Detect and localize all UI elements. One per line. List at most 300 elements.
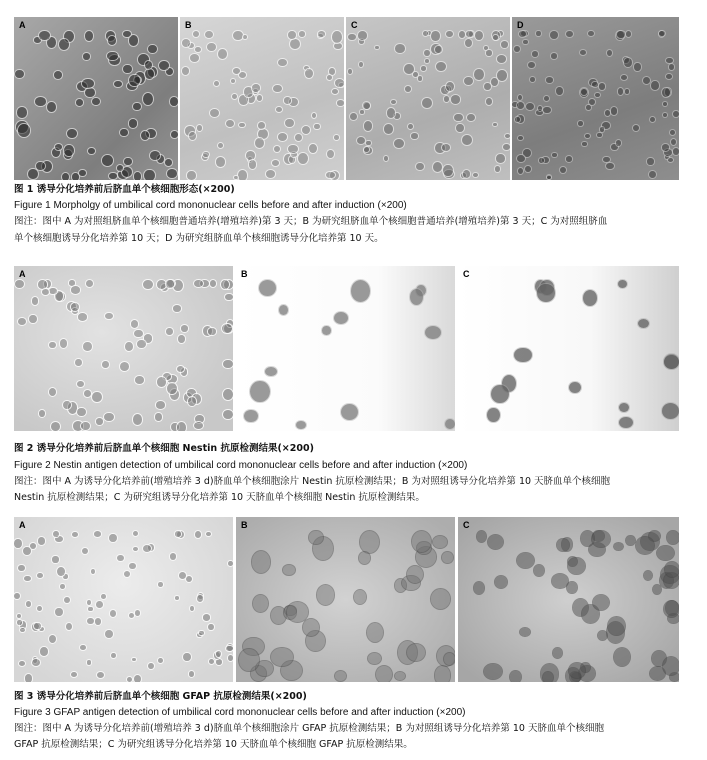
cell-blob (255, 138, 264, 148)
cell-blob (177, 422, 186, 431)
cell-blob (165, 159, 173, 166)
cell-blob (617, 31, 624, 38)
cell-blob (158, 658, 163, 663)
figure-1-panel-b (180, 17, 344, 180)
cell-blob (182, 67, 189, 75)
cell-blob (249, 160, 257, 169)
cell-blob (181, 325, 188, 332)
cell-blob (605, 110, 610, 116)
cell-blob (619, 403, 629, 412)
figure-1-panel-a (14, 17, 178, 180)
cell-blob (586, 105, 591, 111)
cell-blob (625, 89, 629, 93)
cell-blob (497, 70, 507, 81)
cell-blob (105, 630, 113, 638)
cell-blob (553, 648, 562, 658)
cell-blob (143, 280, 153, 289)
cell-blob (273, 85, 282, 92)
cell-blob (395, 44, 405, 53)
cell-blob (284, 97, 292, 104)
cell-blob (543, 107, 550, 113)
cell-blob (566, 156, 572, 161)
cell-blob (197, 125, 202, 131)
cell-blob (259, 280, 276, 296)
cell-blob (64, 145, 74, 157)
cell-blob (29, 315, 36, 324)
cell-blob (474, 69, 484, 80)
cell-blob (144, 170, 154, 180)
cell-blob (173, 305, 181, 311)
cell-blob (216, 157, 225, 167)
cell-blob (662, 403, 679, 419)
cell-blob (474, 582, 485, 594)
cell-blob (19, 661, 25, 666)
cell-blob (246, 151, 255, 160)
cell-blob (195, 47, 201, 52)
cell-blob (649, 171, 656, 178)
cell-blob (125, 342, 134, 351)
cell-blob (665, 562, 679, 577)
cell-blob (569, 663, 585, 678)
figure-2-title-en: Figure 2 Nestin antigen detection of umbilical cord mononuclear cells before and after induction (×200) (14, 460, 468, 471)
cell-blob (327, 150, 334, 158)
cell-blob (96, 418, 104, 425)
panel-letter: C (463, 520, 470, 530)
cell-blob (547, 176, 551, 180)
cell-blob (589, 99, 595, 105)
cell-blob (244, 410, 257, 422)
cell-blob (519, 31, 526, 37)
cell-blob (285, 119, 294, 128)
cell-blob (335, 671, 346, 681)
cell-blob (32, 297, 38, 304)
cell-blob (624, 58, 631, 67)
cell-blob (473, 173, 478, 177)
cell-blob (351, 280, 370, 302)
cell-blob (134, 330, 142, 338)
cell-blob (271, 648, 293, 666)
cell-blob (148, 45, 157, 53)
cell-blob (598, 631, 607, 640)
cell-blob (18, 318, 26, 325)
cell-blob (278, 59, 286, 66)
cell-blob (550, 31, 558, 39)
cell-blob (111, 653, 115, 658)
cell-blob (148, 663, 154, 669)
cell-blob (109, 534, 117, 543)
cell-blob (621, 75, 628, 80)
cell-blob (332, 31, 342, 43)
cell-blob (424, 50, 430, 57)
cell-blob (552, 153, 556, 157)
cell-blob (209, 659, 214, 664)
cell-blob (39, 410, 46, 417)
cell-blob (668, 158, 673, 162)
panel-letter: B (185, 20, 192, 30)
panel-letter: B (241, 269, 248, 279)
cell-blob (80, 645, 86, 650)
cell-blob (15, 70, 23, 78)
cell-blob (171, 131, 178, 138)
cell-blob (348, 69, 352, 74)
cell-blob (431, 589, 450, 608)
cell-blob (303, 619, 319, 636)
cell-blob (600, 127, 605, 132)
cell-blob (295, 134, 302, 141)
cell-blob (104, 413, 114, 422)
cell-blob (456, 124, 463, 132)
cell-blob (197, 595, 204, 602)
cell-blob (302, 126, 310, 134)
panel-letter: A (19, 520, 26, 530)
cell-blob (114, 81, 122, 87)
cell-blob (225, 294, 233, 301)
cell-blob (671, 139, 676, 145)
cell-blob (515, 117, 520, 122)
cell-blob (55, 608, 62, 616)
cell-blob (94, 531, 101, 537)
cell-blob (252, 84, 260, 91)
cell-blob (210, 109, 219, 117)
cell-blob (216, 659, 223, 665)
cell-blob (42, 289, 49, 295)
cell-blob (465, 39, 472, 47)
cell-blob (552, 574, 568, 587)
cell-blob (34, 623, 40, 630)
figure-3-note-line-1: 图注：图中 A 为诱导分化培养前(增殖培养 3 d)脐血单个核细胞涂片 GFAP 抗原检测结果；B 为对照组诱导分化培养第 10 天脐血单个核细胞 (14, 723, 604, 734)
cell-blob (157, 280, 166, 289)
cell-blob (72, 173, 79, 180)
cell-blob (298, 153, 308, 164)
panel-letter: B (241, 520, 248, 530)
cell-blob (109, 173, 116, 180)
figure-1-title-en: Figure 1 Morpholgy of umbilical cord mononuclear cells before and after induction (×200) (14, 200, 407, 211)
cell-blob (226, 646, 233, 652)
cell-blob (54, 71, 62, 79)
cell-blob (334, 43, 341, 49)
cell-blob (312, 113, 317, 118)
cell-blob (619, 417, 633, 428)
cell-blob (593, 595, 610, 611)
cell-blob (327, 75, 332, 80)
cell-blob (102, 361, 108, 368)
cell-blob (170, 97, 178, 106)
cell-blob (82, 548, 88, 554)
cell-blob (364, 147, 369, 152)
cell-blob (203, 152, 209, 157)
cell-blob (81, 422, 90, 430)
cell-blob (77, 408, 85, 416)
cell-blob (47, 102, 56, 113)
cell-blob (96, 601, 103, 608)
cell-blob (451, 95, 461, 104)
cell-blob (186, 576, 192, 582)
cell-blob (265, 367, 277, 377)
cell-blob (167, 169, 177, 178)
cell-blob (14, 593, 20, 599)
figure-3-panel-b (236, 517, 455, 682)
cell-blob (318, 31, 325, 37)
cell-blob (222, 324, 232, 333)
cell-blob (673, 111, 679, 117)
cell-blob (72, 532, 78, 537)
cell-blob (514, 348, 532, 363)
cell-blob (203, 614, 211, 621)
cell-blob (117, 555, 124, 562)
cell-blob (560, 167, 566, 173)
cell-blob (76, 99, 83, 105)
cell-blob (226, 120, 234, 127)
cell-blob (87, 618, 94, 624)
cell-blob (37, 606, 42, 611)
cell-blob (444, 653, 455, 665)
figure-3-title-en: Figure 3 GFAP antigen detection of umbilical cord mononuclear cells before and after induction (×200) (14, 707, 466, 718)
figure-2-panel-c (458, 266, 679, 431)
cell-blob (626, 536, 635, 546)
cell-blob (102, 155, 113, 166)
cell-blob (484, 664, 502, 679)
cell-blob (17, 107, 27, 117)
cell-blob (63, 401, 71, 409)
cell-blob (394, 139, 404, 148)
cell-blob (662, 144, 669, 150)
cell-blob (83, 342, 92, 350)
cell-blob (317, 585, 334, 605)
cell-blob (141, 131, 149, 140)
cell-blob (359, 552, 370, 564)
cell-blob (15, 280, 24, 288)
cell-blob (634, 63, 640, 71)
cell-blob (38, 537, 45, 544)
figure-2-note-line-2: Nestin 抗原检测结果；C 为研究组诱导分化培养第 10 天脐血单个核细胞 Nestin 抗原检测结果。 (14, 492, 425, 503)
figure-2-panel-b (236, 266, 455, 431)
cell-blob (40, 647, 48, 655)
figure-2-title-cn: 图 2 诱导分化培养前后脐血单个核细胞 Nestin 抗原检测结果(×200) (14, 443, 314, 454)
cell-blob (137, 340, 145, 348)
cell-blob (582, 142, 586, 146)
cell-blob (290, 39, 300, 49)
cell-blob (35, 97, 46, 106)
cell-blob (87, 600, 91, 605)
cell-blob (505, 134, 510, 138)
cell-blob (431, 31, 439, 41)
cell-blob (57, 567, 65, 576)
cell-blob (127, 677, 132, 682)
cell-blob (63, 574, 67, 578)
cell-blob (443, 165, 453, 177)
cell-blob (599, 83, 606, 90)
cell-blob (446, 31, 453, 37)
cell-blob (551, 53, 557, 58)
cell-blob (274, 146, 280, 152)
cell-blob (190, 606, 194, 611)
cell-blob (486, 98, 493, 105)
cell-blob (568, 558, 584, 574)
cell-blob (376, 666, 392, 682)
cell-blob (276, 107, 282, 112)
cell-blob (423, 31, 428, 36)
cell-blob (289, 156, 295, 163)
cell-blob (279, 305, 288, 315)
cell-blob (17, 614, 21, 618)
figure-1-title-cn: 图 1 诱导分化培养前后脐血单个核细胞形态(×200) (14, 184, 235, 195)
cell-blob (538, 106, 542, 111)
cell-blob (486, 50, 491, 56)
cell-blob (17, 620, 22, 625)
cell-blob (633, 125, 639, 131)
cell-blob (405, 86, 411, 92)
cell-blob (120, 129, 128, 137)
cell-blob (326, 172, 334, 179)
cell-blob (158, 582, 163, 587)
cell-blob (368, 653, 381, 664)
cell-blob (199, 631, 203, 635)
cell-blob (607, 50, 612, 56)
cell-blob (189, 671, 195, 677)
cell-blob (518, 95, 522, 100)
cell-blob (544, 96, 550, 102)
figure-1-note-line-1: 图注：图中 A 为对照组脐血单个核细胞普通培养(增殖培养)第 3 天；B 为研究组脐血单个核细胞普通培养(增殖培养)第 3 天；C 为对照组脐血 (14, 216, 608, 227)
panel-letter: D (517, 20, 524, 30)
cell-blob (309, 531, 322, 544)
cell-blob (71, 672, 77, 678)
cell-blob (143, 93, 153, 105)
cell-blob (466, 31, 473, 37)
cell-blob (129, 563, 135, 569)
figure-1-note-line-2: 单个核细胞诱导分化培养第 10 天；D 为研究组脐血单个核细胞诱导分化培养第 10 天。 (14, 233, 384, 244)
cell-blob (534, 565, 544, 576)
figure-1-panel-d (512, 17, 679, 180)
cell-blob (170, 553, 177, 560)
cell-blob (578, 121, 584, 126)
cell-blob (228, 561, 233, 566)
cell-blob (395, 672, 405, 680)
cell-blob (166, 280, 173, 288)
cell-blob (187, 171, 196, 179)
cell-blob (358, 31, 367, 40)
cell-blob (407, 566, 423, 583)
cell-blob (341, 404, 358, 420)
cell-blob (129, 75, 140, 87)
cell-blob (532, 51, 538, 57)
cell-blob (82, 79, 94, 89)
cell-blob (364, 121, 372, 130)
cell-blob (132, 658, 136, 661)
cell-blob (314, 124, 319, 130)
cell-blob (232, 94, 237, 99)
cell-blob (322, 326, 330, 334)
cell-blob (518, 136, 523, 140)
cell-blob (49, 342, 55, 349)
cell-blob (354, 590, 366, 604)
cell-blob (78, 313, 87, 320)
cell-blob (233, 68, 240, 74)
cell-blob (669, 64, 674, 70)
cell-blob (59, 39, 69, 50)
cell-blob (350, 113, 357, 120)
cell-blob (88, 148, 95, 154)
panel-letter: A (19, 269, 26, 279)
cell-blob (92, 392, 102, 403)
cell-blob (422, 98, 432, 108)
cell-blob (520, 628, 530, 637)
cell-blob (288, 145, 298, 153)
cell-blob (243, 35, 247, 39)
cell-blob (663, 102, 668, 106)
cell-blob (124, 571, 130, 577)
cell-blob (131, 320, 138, 327)
cell-blob (667, 531, 679, 544)
cell-blob (129, 119, 138, 127)
cell-blob (421, 66, 426, 70)
cell-blob (85, 31, 94, 41)
cell-blob (626, 31, 631, 37)
cell-blob (359, 39, 364, 44)
cell-blob (87, 660, 91, 664)
figure-1-images (14, 17, 679, 180)
cell-blob (387, 108, 395, 117)
cell-blob (64, 597, 70, 603)
cell-blob (62, 173, 69, 180)
cell-blob (55, 144, 62, 150)
figure-3-panel-c (458, 517, 679, 682)
cell-blob (636, 537, 654, 554)
cell-blob (278, 133, 288, 141)
panel-letter: C (351, 20, 358, 30)
cell-blob (663, 657, 679, 675)
cell-blob (257, 95, 262, 100)
cell-blob (433, 162, 442, 172)
cell-blob (444, 96, 450, 102)
cell-blob (175, 531, 181, 537)
cell-blob (296, 421, 306, 430)
cell-blob (334, 312, 348, 324)
cell-blob (606, 163, 614, 169)
cell-blob (518, 168, 524, 174)
cell-blob (188, 397, 196, 406)
cell-blob (670, 130, 675, 135)
cell-blob (190, 54, 199, 62)
cell-blob (49, 388, 56, 396)
cell-blob (218, 49, 227, 59)
cell-blob (205, 31, 213, 38)
cell-blob (433, 536, 448, 548)
cell-blob (360, 110, 364, 113)
cell-blob (616, 140, 621, 146)
cell-blob (228, 655, 233, 661)
cell-blob (334, 135, 340, 140)
cell-blob (143, 545, 151, 552)
panel-letter: C (463, 269, 470, 279)
cell-blob (497, 55, 506, 63)
cell-blob (493, 123, 497, 126)
cell-blob (91, 569, 95, 574)
cell-blob (250, 381, 269, 402)
figure-2-panel-a (14, 266, 233, 431)
cell-blob (218, 143, 223, 148)
cell-blob (436, 62, 446, 71)
cell-blob (335, 79, 344, 87)
cell-blob (207, 43, 216, 51)
cell-blob (283, 565, 295, 575)
cell-blob (491, 385, 509, 404)
cell-blob (462, 135, 472, 145)
cell-blob (155, 413, 162, 420)
cell-blob (662, 88, 670, 97)
cell-blob (234, 176, 238, 180)
cell-blob (394, 113, 400, 118)
cell-blob (75, 359, 82, 366)
